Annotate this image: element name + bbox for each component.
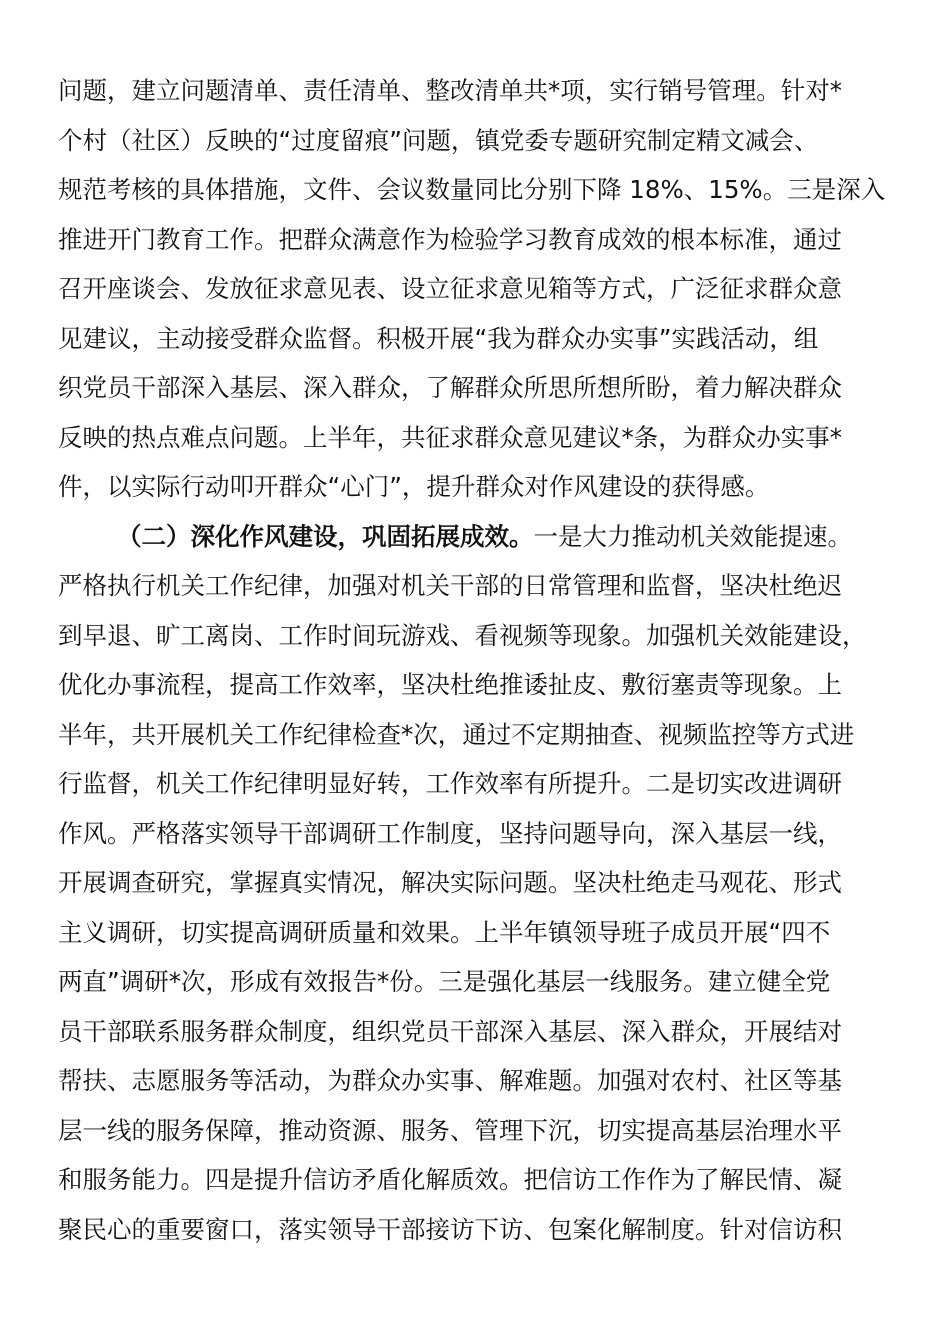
document-body xyxy=(58,66,893,1254)
text-line: 到早退、旷工离岗、工作时间玩游戏、看视频等现象。加强机关效能建设， xyxy=(58,620,867,650)
text-line: 主义调研，切实提高调研质量和效果。上半年镇领导班子成员开展“四不 xyxy=(58,917,831,947)
text-line: 织党员干部深入基层、深入群众，了解群众所思所想所盼，着力解决群众 xyxy=(58,373,842,402)
text-line: 个村（社区）反映的“过度留痕”问题，镇党委专题研究制定精文减会、 xyxy=(58,125,819,155)
text-line: 严格执行机关工作纪律，加强对机关干部的日常管理和监督，坚决杜绝迟 xyxy=(58,571,842,600)
text-line: 作风。严格落实领导干部调研工作制度，坚持问题导向，深入基层一线， xyxy=(58,818,842,848)
text-line: 半年，共开展机关工作纪律检查*次，通过不定期抽查、视频监控等方式进 xyxy=(58,719,855,749)
text-line: 帮扶、志愿服务等活动，为群众办实事、解难题。加强对农村、社区等基 xyxy=(58,1066,842,1095)
text-line: 问题，建立问题清单、责任清单、整改清单共*项，实行销号管理。针对* xyxy=(58,76,842,105)
text-line: 聚民心的重要窗口，落实领导干部接访下访、包案化解制度。针对信访积 xyxy=(58,1214,842,1244)
text-line: 件，以实际行动叩开群众“心门”，提升群众对作风建设的获得感。 xyxy=(58,472,770,501)
section-2-first-line-text: 一是大力推动机关效能提速。 xyxy=(533,521,852,551)
section-2-heading: （二）深化作风建设，巩固拓展成效。 xyxy=(117,521,534,551)
text-line: 行监督，机关工作纪律明显好转，工作效率有所提升。二是切实改进调研 xyxy=(58,769,842,798)
text-line: 开展调查研究，掌握真实情况，解决实际问题。坚决杜绝走马观花、形式 xyxy=(58,868,842,897)
text-line: 员干部联系服务群众制度，组织党员干部深入基层、深入群众，开展结对 xyxy=(58,1016,842,1046)
text-line: 反映的热点难点问题。上半年，共征求群众意见建议*条，为群众办实事* xyxy=(58,422,842,452)
section-2-first-line xyxy=(58,512,893,562)
text-line: 推进开门教育工作。把群众满意作为检验学习教育成效的根本标准，通过 xyxy=(58,224,842,254)
text-line: 两直”调研*次，形成有效报告*份。三是强化基层一线服务。建立健全党 xyxy=(58,967,831,996)
text-line: 优化办事流程，提高工作效率，坚决杜绝推诿扯皮、敷衍塞责等现象。上 xyxy=(58,670,842,699)
text-line: 和服务能力。四是提升信访矛盾化解质效。把信访工作作为了解民情、凝 xyxy=(58,1165,842,1194)
text-line: 层一线的服务保障，推动资源、服务、管理下沉，切实提高基层治理水平 xyxy=(58,1115,842,1145)
text-line: 见建议，主动接受群众监督。积极开展“我为群众办实事”实践活动，组 xyxy=(58,323,819,353)
text-line: 规范考核的具体措施，文件、会议数量同比分别下降 18%、15%。三是深入 xyxy=(58,175,886,204)
text-line: 召开座谈会、发放征求意见表、设立征求意见箱等方式，广泛征求群众意 xyxy=(58,274,842,303)
